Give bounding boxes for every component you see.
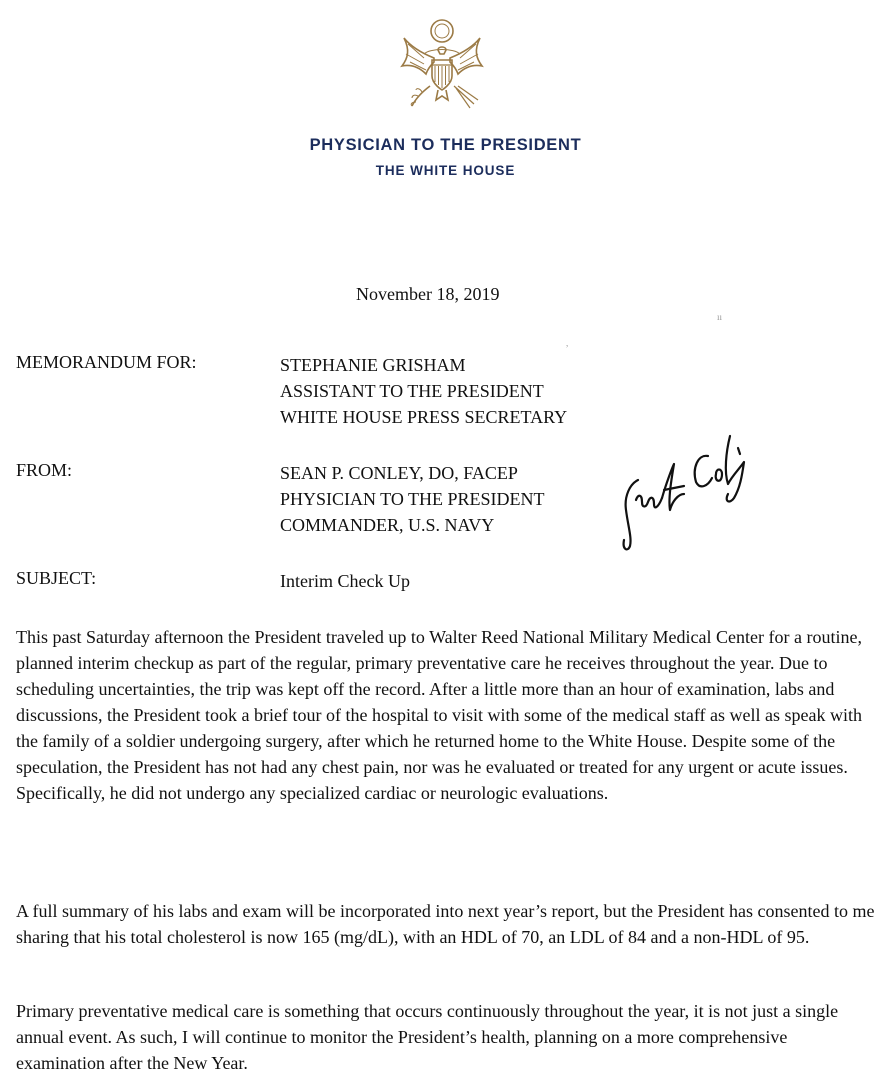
recipient-line: STEPHANIE GRISHAM [280,355,466,375]
letterhead-title: PHYSICIAN TO THE PRESIDENT [309,136,582,154]
scan-speck: ıı [717,312,723,322]
memo-date: November 18, 2019 [356,284,500,304]
sender-line: COMMANDER, U.S. NAVY [280,515,495,535]
handwritten-signature-icon [612,428,760,558]
subject-value: Interim Check Up [280,571,410,591]
sender-line: SEAN P. CONLEY, DO, FACEP [280,463,518,483]
subject-label: SUBJECT: [16,568,97,588]
body-paragraph: This past Saturday afternoon the President traveled up to Walter Reed National Military Medical Center for a routine, planned interim checkup as part of the regular, primary preventative care he receives throughout the year. Due to scheduling uncertainties, the trip was kept off the record. After a little more than an hour of examination, labs and discussions, the President took a brief tour of the hospital to visit with some of the medical staff as well as speak with the family of a soldier undergoing surgery, after which he returned home to the White House. Despite some of the speculation, the President has not had any chest pain, nor was he evaluated or treated for any urgent or acute issues. Specifically, he did not undergo any specialized cardiac or neurologic evaluations. [16,627,863,803]
memorandum-for-recipient [280,352,567,430]
from-label: FROM: [16,460,73,480]
presidential-seal-eagle-icon [394,14,490,112]
letterhead-subtitle: THE WHITE HOUSE [375,163,516,178]
scan-speck: , [566,338,569,348]
recipient-line: ASSISTANT TO THE PRESIDENT [280,381,544,401]
from-sender [280,460,545,538]
body-paragraph: Primary preventative medical care is something that occurs continuously throughout the year, it is not just a single annual event. As such, I will continue to monitor the President’s health, planning on a more comprehensive examination after the New Year. [16,1001,839,1073]
recipient-line: WHITE HOUSE PRESS SECRETARY [280,407,568,427]
sender-line: PHYSICIAN TO THE PRESIDENT [280,489,545,509]
body-paragraph: A full summary of his labs and exam will be incorporated into next year’s report, but the President has consented to me sharing that his total cholesterol is now 165 (mg/dL), with an HDL of 70, an LDL of 84 and a non-HDL of 95. [16,901,875,947]
memorandum-for-label: MEMORANDUM FOR: [16,352,197,372]
